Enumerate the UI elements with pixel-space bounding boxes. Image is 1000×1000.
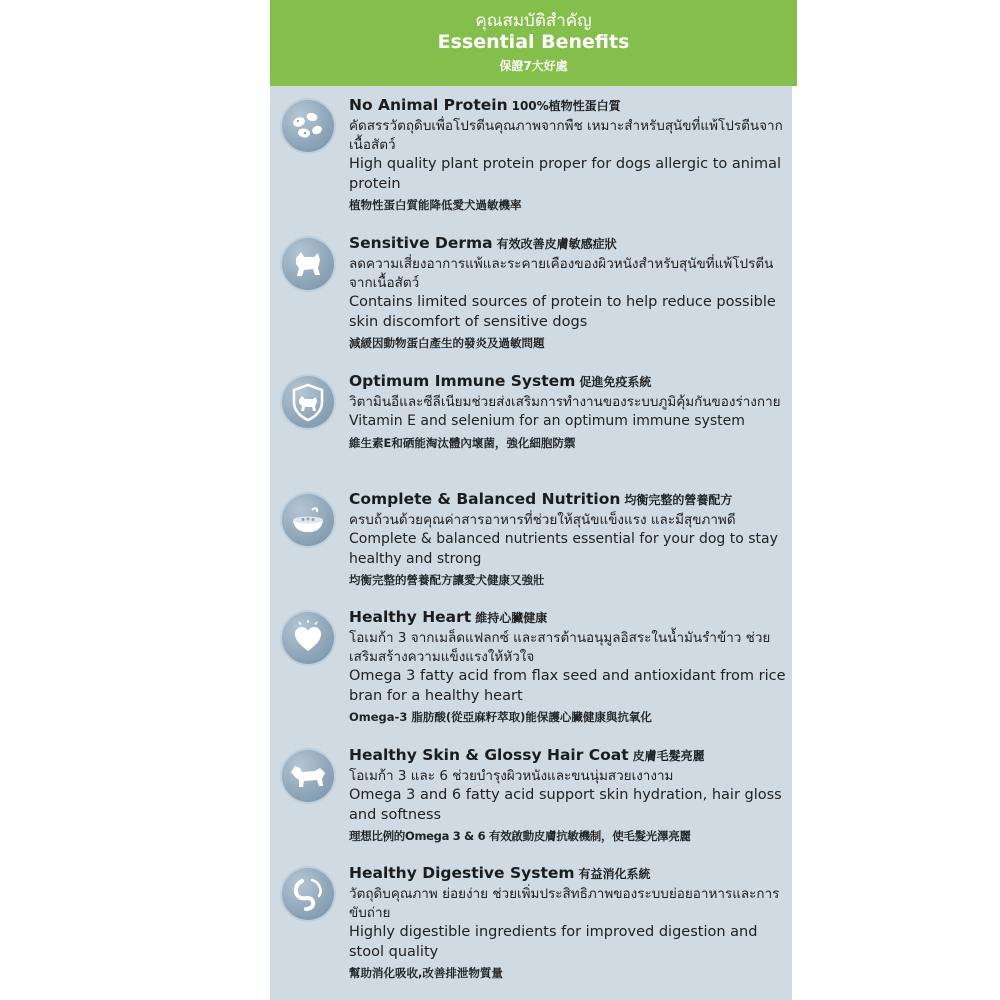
benefit-chinese-description: 維生素E和硒能淘汰體內壞菌，強化細胞防禦 [349, 435, 576, 450]
benefits-panel [270, 0, 792, 1000]
benefit-title: Healthy Skin & Glossy Hair Coat 皮膚毛髮亮麗 [349, 746, 705, 764]
benefit-chinese-description: 減緩因動物蛋白產生的發炎及過敏問題 [349, 336, 545, 350]
benefit-title-chinese: 有益消化系統 [578, 867, 651, 881]
benefit-english-description: Contains limited sources of protein to help reduce possible skin discomfort of sensitive dogs [349, 294, 776, 330]
benefit-title: Healthy Digestive System 有益消化系統 [349, 864, 651, 882]
food-bowl-icon [282, 494, 334, 546]
benefit-chinese-description: Omega-3 脂肪酸(從亞麻籽萃取)能保護心臟健康與抗氧化 [349, 710, 652, 724]
benefit-title-chinese: 皮膚毛髮亮麗 [632, 749, 705, 763]
benefit-english-description: Complete & balanced nutrients essential for your dog to stay healthy and strong [349, 531, 778, 567]
benefit-title: Sensitive Derma 有效改善皮膚敏感症狀 [349, 234, 617, 252]
dog-coat-icon [282, 750, 334, 802]
benefit-title-chinese: 均衡完整的營養配方 [624, 493, 733, 507]
header-thai-title: คุณสมบัติสำคัญ [475, 11, 592, 31]
benefit-title: No Animal Protein 100%植物性蛋白質 [349, 96, 621, 114]
benefit-chinese-description: 均衡完整的營養配方讓愛犬健康又強壯 [349, 573, 545, 587]
dog-shield-icon [282, 376, 334, 428]
header-chinese-title: 保證7大好處 [499, 59, 568, 73]
benefits-header [270, 0, 797, 86]
benefit-title-chinese: 有效改善皮膚敏感症狀 [496, 237, 617, 251]
benefit-thai-description: คัดสรรวัตถุดิบเพื่อโปรตีนคุณภาพจากพืช เหมาะสำหรับสุนัขที่แพ้โปรตีนจากเนื้อสัตว์ [349, 118, 783, 153]
benefit-title-chinese: 維持心臟健康 [475, 611, 548, 625]
benefit-thai-description: โอเมก้า 3 จากเมล็ดแฟลกซ์ และสารต้านอนุมูลอิสระในน้ำมันรำข้าว ช่วยเสริมสร้างความแข็งแรงให้หัวใจ [349, 630, 771, 665]
benefit-title-chinese: 100%植物性蛋白質 [511, 99, 621, 113]
benefit-thai-description: วิตามินอีและซีลีเนียมช่วยส่งเสริมการทำงานของระบบภูมิคุ้มกันของร่างกาย [349, 394, 781, 410]
benefit-english-description: High quality plant protein proper for dogs allergic to animal protein [349, 156, 781, 192]
benefit-english-description: Omega 3 fatty acid from flax seed and antioxidant from rice bran for a healthy heart [349, 668, 786, 704]
benefit-chinese-description: 植物性蛋白質能降低愛犬過敏機率 [349, 198, 522, 212]
benefit-title: Optimum Immune System 促進免疫系統 [349, 372, 652, 390]
heart-icon [282, 612, 334, 664]
benefit-title-chinese: 促進免疫系統 [579, 375, 652, 389]
header-english-title: Essential Benefits [437, 31, 630, 53]
benefit-thai-description: วัตถุดิบคุณภาพ ย่อยง่าย ช่วยเพิ่มประสิทธิภาพของระบบย่อยอาหารและการขับถ่าย [349, 886, 780, 921]
digestive-icon [282, 868, 334, 920]
benefit-thai-description: ลดความเสี่ยงอาการแพ้และระคายเคืองของผิวหนังสำหรับสุนัขที่แพ้โปรตีนจากเนื้อสัตว์ [349, 256, 774, 291]
benefit-title: Healthy Heart 維持心臟健康 [349, 608, 548, 626]
benefit-english-description: Highly digestible ingredients for improved digestion and stool quality [349, 924, 758, 960]
benefit-chinese-description: 理想比例的Omega 3 & 6 有效啟動皮膚抗敏機制，使毛髮光澤亮麗 [349, 829, 691, 843]
benefit-english-description: Omega 3 and 6 fatty acid support skin hydration, hair gloss and softness [349, 787, 782, 823]
benefit-thai-description: ครบถ้วนด้วยคุณค่าสารอาหารที่ช่วยให้สุนัขแข็งแรง และมีสุขภาพดี [349, 512, 736, 528]
benefit-chinese-description: 幫助消化吸收,改善排泄物質量 [349, 966, 503, 980]
benefit-english-description: Vitamin E and selenium for an optimum immune system [349, 413, 745, 429]
bean-icon [282, 100, 334, 152]
benefit-thai-description: โอเมก้า 3 และ 6 ช่วยบำรุงผิวหนังและขนนุ่มสวยเงางาม [349, 768, 674, 784]
benefit-title: Complete & Balanced Nutrition 均衡完整的營養配方 [349, 490, 733, 508]
dog-scratching-icon [282, 238, 334, 290]
